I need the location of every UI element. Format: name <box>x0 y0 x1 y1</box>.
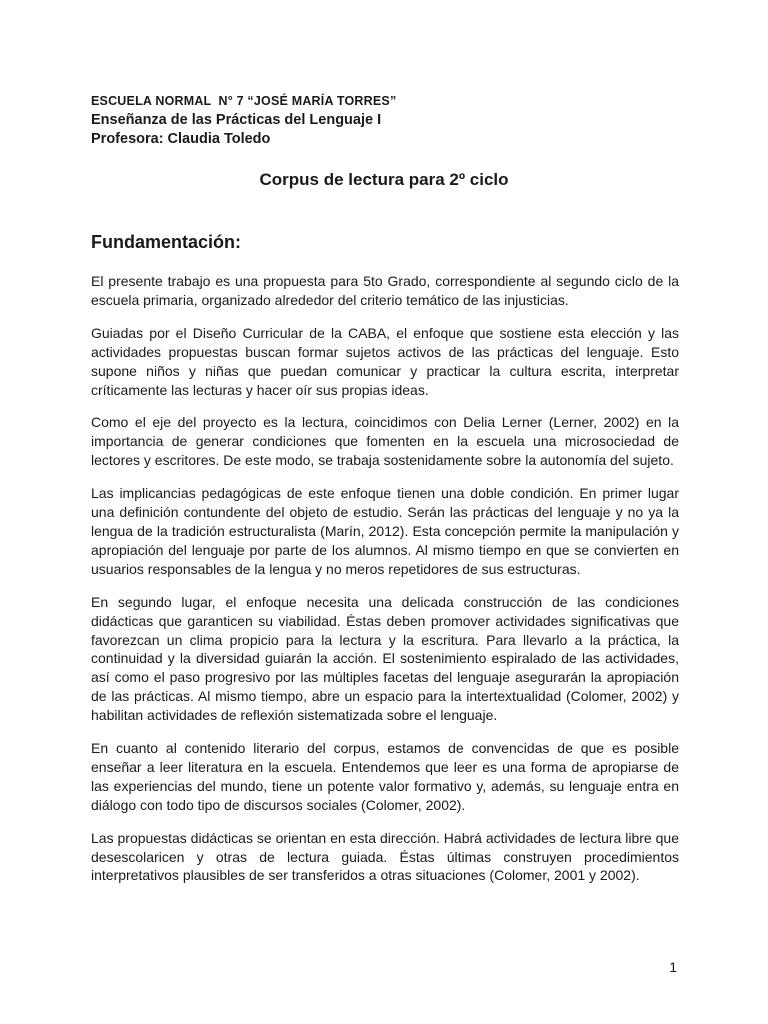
paragraph: Guiadas por el Diseño Curricular de la CABA, el enfoque que sostiene esta elección y las actividades propuestas buscan formar sujetos activos de las prácticas del lenguaje. Esto supone niños y niñas que puedan comunicar y practicar la cultura escrita, interpretar críticamente las lecturas y hacer oír sus propias ideas. <box>91 324 679 398</box>
paragraph: En segundo lugar, el enfoque necesita una delicada construcción de las condiciones didácticas que garanticen su viabilidad. Éstas deben promover actividades significativas que favorezcan un clima propicio para la lectura y la escritura. Para llevarlo a la práctica, la continuidad y la diversidad guiarán la acción. El sostenimiento espiralado de las actividades, así como el paso progresivo por las múltiples facetas del lenguaje asegurarán la apropiación de las prácticas. Al mismo tiempo, abre un espacio para la intertextualidad (Colomer, 2002) y habilitan actividades de reflexión sistematizada sobre el lenguaje. <box>91 593 679 724</box>
page-number: 1 <box>669 959 677 975</box>
document-title: Corpus de lectura para 2º ciclo <box>259 170 509 189</box>
subject-name: Enseñanza de las Prácticas del Lenguaje I <box>91 112 382 128</box>
school-name: ESCUELA NORMAL N° 7 “JOSÉ MARÍA TORRES” <box>91 94 397 108</box>
document-header <box>91 92 691 149</box>
paragraph: En cuanto al contenido literario del corpus, estamos de convencidas de que es posible enseñar a leer literatura en la escuela. Entendemos que leer es una forma de apropiarse de las experiencias del mundo, tiene un potente valor formativo y, además, su lenguaje entra en diálogo con todo tipo de discursos sociales (Colomer, 2002). <box>91 740 679 813</box>
teacher-name: Profesora: Claudia Toledo <box>91 131 271 147</box>
paragraph: El presente trabajo es una propuesta para 5to Grado, correspondiente al segundo ciclo de la escuela primaria, organizado alrededor del criterio temático de las injusticias. <box>91 273 679 308</box>
body-text <box>91 272 679 899</box>
paragraph: Las implicancias pedagógicas de este enfoque tienen una doble condición. En primer lugar una definición contundente del objeto de estudio. Serán las prácticas del lenguaje y no ya la lengua de la tradición estructuralista (Marín, 2012). Esta concepción permite la manipulación y apropiación del lenguaje por parte de los alumnos. Al mismo tiempo en que se convierten en usuarios responsables de la lengua y no meros repetidores de sus estructuras. <box>91 485 679 577</box>
paragraph: Como el eje del proyecto es la lectura, coincidimos con Delia Lerner (Lerner, 2002) en la importancia de generar condiciones que fomenten en la escuela una microsociedad de lectores y escritores. De este modo, se trabaja sostenidamente sobre la autonomía del sujeto. <box>91 414 679 469</box>
section-heading: Fundamentación: <box>91 232 242 252</box>
paragraph: Las propuestas didácticas se orientan en esta dirección. Habrá actividades de lectura libre que desescolaricen y otras de lectura guiada. Éstas últimas construyen procedimientos interpretativos plausibles de ser transferidos a otras situaciones (Colomer, 2001 y 2002). <box>91 829 679 884</box>
